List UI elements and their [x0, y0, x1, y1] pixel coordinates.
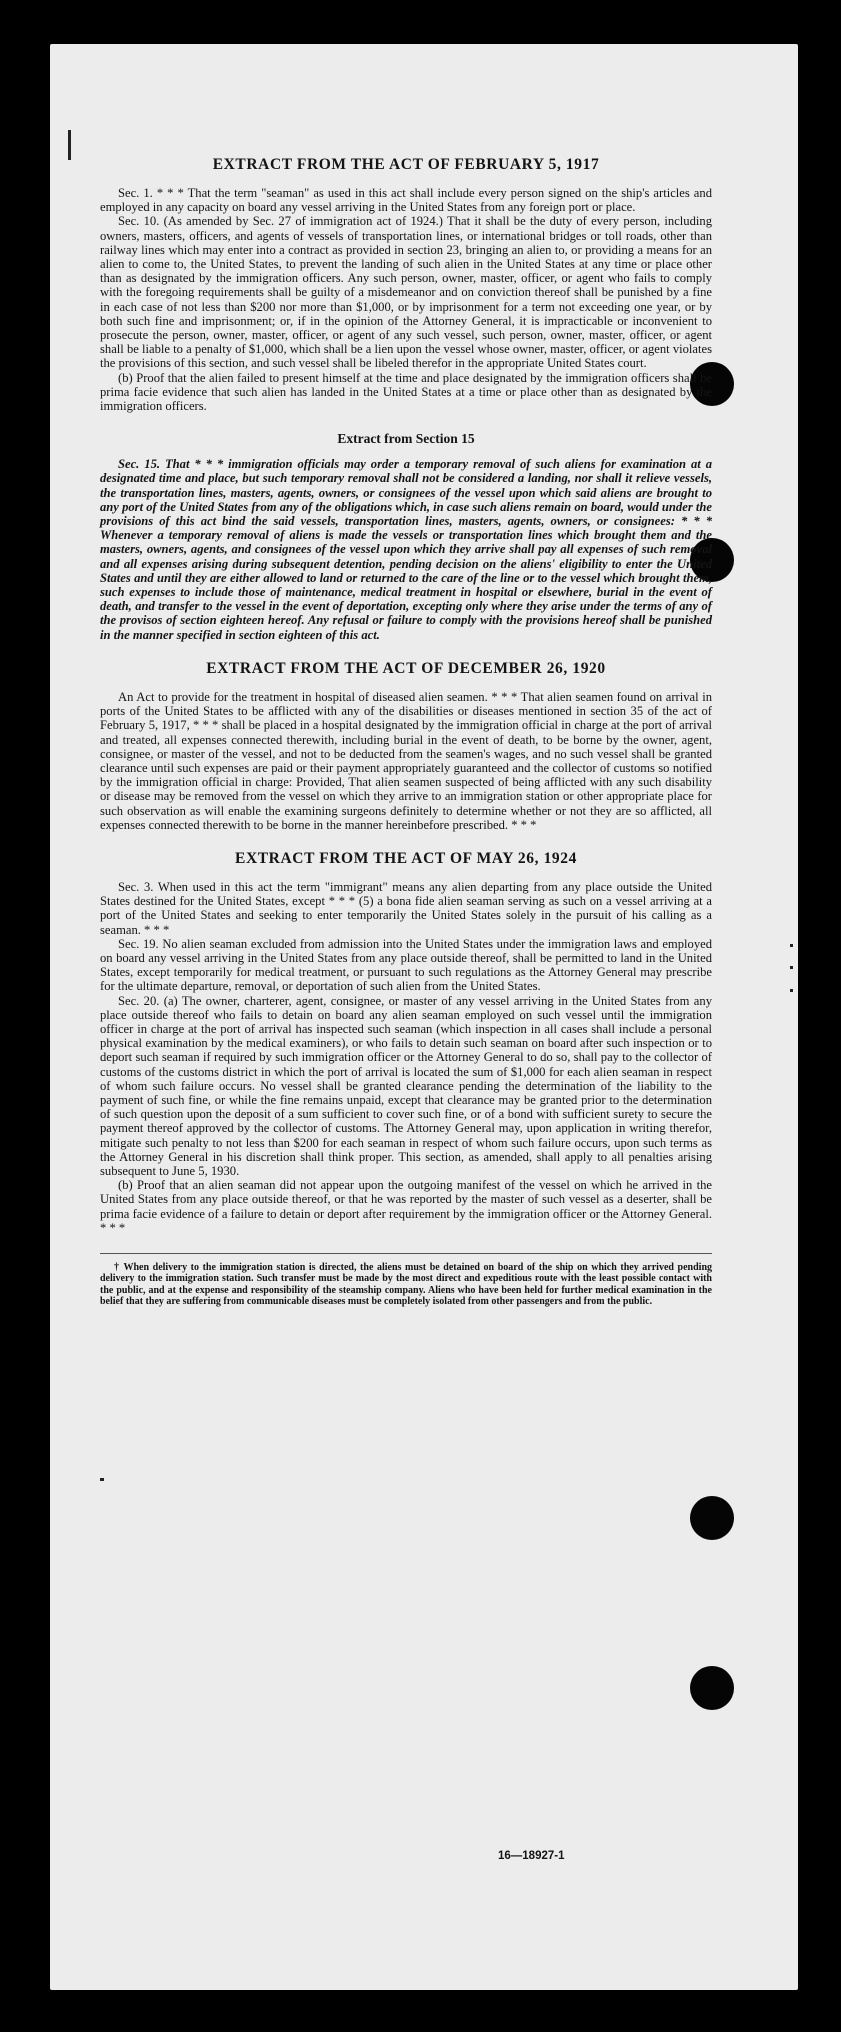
footnote — [100, 1253, 712, 1308]
paragraph: Sec. 3. When used in this act the term "immigrant" means any alien departing from any place outside the United States destined for the United States, except * * * (5) a bona fide alien seaman serving as such on a vessel arriving at a port of the United States and seeking to enter temporarily the United States solely in the pursuit of his calling as a seaman. * * * — [100, 879, 712, 937]
margin-mark — [68, 130, 71, 160]
margin-dot — [790, 966, 793, 969]
section-heading: EXTRACT FROM THE ACT OF DECEMBER 26, 1920 — [206, 659, 606, 677]
section-subheading: Extract from Section 15 — [337, 431, 475, 447]
footnote-text: † When delivery to the immigration station is directed, the aliens must be detained on board of the ship on which they arrived pending delivery to the immigration station. Such transfer must be made by the most direct and expeditious route with the least possible contact with the public, and at the expense and responsibility of the steamship company. Aliens who have been held for further medical examination in the belief that they are suffering from communicable diseases must be completely isolated from other passengers and from the public. — [100, 1262, 712, 1308]
document-body — [100, 156, 712, 1308]
paragraph: Sec. 15. That * * * immigration officials may order a temporary removal of such aliens for examination at a designated time and place, but such temporary removal shall not be considered a landing, nor shall it relieve vessels, the transportation lines, masters, agents, owners, or consignees of the vessel upon which said aliens are brought to any port of the United States from any of the obligations which, in case such aliens remain on board, would under the provisions of this act bind the said vessels, transportation lines, masters, agents, owners, or consignees: * * * Whenever a temporary removal of aliens is made the vessels or transportation lines which brought them and the masters, owners, agents, and consignees of the vessel upon which they arrive shall pay all expenses of such removal and all expenses arising during subsequent detention, pending decision on the aliens' eligibility to enter the United States and until they are either allowed to land or returned to the care of the line or to the vessel which brought them, such expenses to include those of maintenance, medical treatment in hospital or elsewhere, burial in the event of death, and transfer to the vessel in the event of deportation, excepting only where they arise under the terms of any of the provisos of section eighteen hereof. Any refusal or failure to comply with the provisions hereof shall be punished in the manner specified in section eighteen of this act. — [100, 457, 712, 642]
margin-dot — [790, 944, 793, 947]
section-act-1917 — [100, 156, 712, 413]
section-heading: EXTRACT FROM THE ACT OF MAY 26, 1924 — [235, 849, 577, 867]
paragraph: An Act to provide for the treatment in hospital of diseased alien seamen. * * * That alien seamen found on arrival in ports of the United States to be afflicted with any of the disabilities or diseases mentioned in section 35 of the act of February 5, 1917, * * * shall be placed in a hospital designated by the immigration official in charge at the port of arrival and treated, all expenses connected therewith, including burial in the event of death, to be borne by the owner, agent, consignee, or master of the vessel, and not to be deducted from the seamen's wages, and no such vessel shall be granted clearance until such expenses are paid or their payment appropriately guaranteed and the collector of customs so notified by the immigration official in charge: Provided, That alien seamen suspected of being afflicted with any such disability or disease may be removed from the vessel on which they arrive to an immigration station or other appropriate place for such observation as will enable the examining surgeons definitely to determine whether or not they are so afflicted, all expenses connected therewith to be borne in the manner hereinbefore prescribed. * * * — [100, 689, 712, 832]
paragraph: Sec. 1. * * * That the term "seaman" as used in this act shall include every person signed on the ship's articles and employed in any capacity on board any vessel arriving in the United States from any foreign port or place. — [100, 186, 712, 215]
punch-hole-3 — [690, 1496, 734, 1540]
paragraph: Sec. 19. No alien seaman excluded from admission into the United States under the immigration laws and employed on board any vessel arriving in the United States from any place outside thereof, shall be permitted to land in the United States, except temporarily for medical treatment, or pursuant to such regulations as the Attorney General may prescribe for the ultimate departure, removal, or deportation of such alien from the United States. — [100, 936, 712, 994]
paragraph: Sec. 20. (a) The owner, charterer, agent, consignee, or master of any vessel arriving in the United States from any place outside thereof who fails to detain on board any alien seaman employed on such vessel until the immigration officer in charge at the port of arrival has inspected such seaman (which inspection in all cases shall include a personal physical examination by the medical examiners), or who fails to detain such seaman on board after such inspection or to deport such seaman if required by such immigration officer or the Attorney General to do so, shall pay to the collector of customs of the customs district in which the port of arrival is located the sum of $1,000 for each alien seaman in respect of whom such failure occurs. No vessel shall be granted clearance pending the determination of the liability to the payment of such fine, or while the fine remains unpaid, except that clearance may be granted prior to the determination of such question upon the deposit of a sum sufficient to cover such fine, or of a bond with sufficient surety to secure the payment thereof approved by the collector of customs. The Attorney General may, upon application in writing therefor, mitigate such penalty to not less than $200 for each seaman in respect of whom such failure occurs, upon such terms as the Attorney General in his discretion shall think proper. This section, as amended, shall apply to all penalties arising subsequent to June 5, 1930. — [100, 993, 712, 1178]
paragraph: Sec. 10. (As amended by Sec. 27 of immigration act of 1924.) That it shall be the duty of every person, including owners, masters, officers, and agents of vessels of transportation lines, or international bridges or toll roads, other than railway lines which may enter into a contract as provided in section 23, bringing an alien to, or providing a means for an alien to come to, the United States, to prevent the landing of such alien in the United States at any time or place other than as designated by the immigration officers. Any such person, owner, master, officer, or agent who fails to comply with the foregoing requirements shall be guilty of a misdemeanor and on conviction thereof shall be punished by a fine in each case of not less than $200 nor more than $1,000, or by imprisonment for a term not exceeding one year, or by both such fine and imprisonment; or, if in the opinion of the Attorney General, it is impracticable or inconvenient to prosecute the person, owner, master, officer, or agent of any such vessel, such person, owner, master, officer, or agent shall be liable to a penalty of $1,000, which shall be a lien upon the vessel whose owner, master, officer, or agent violates the provisions of this section, and such vessel shall be libeled therefor in the appropriate United States court. — [100, 214, 712, 371]
punch-hole-4 — [690, 1666, 734, 1710]
section-act-1924 — [100, 850, 712, 1235]
margin-dot — [790, 989, 793, 992]
paragraph: (b) Proof that an alien seaman did not appear upon the outgoing manifest of the vessel on which he arrived in the United States from any place outside thereof, or that he was reported by the master of such vessel as a deserter, shall be prima facie evidence of a failure to detain or deport after requirement by the immigration officer or the Attorney General. * * * — [100, 1178, 712, 1235]
section-act-1920 — [100, 660, 712, 832]
section-heading: EXTRACT FROM THE ACT OF FEBRUARY 5, 1917 — [212, 156, 600, 173]
document-number: 16—18927-1 — [498, 1850, 565, 1862]
margin-dot — [100, 1478, 104, 1481]
section-15-extract — [100, 431, 712, 642]
paragraph: (b) Proof that the alien failed to present himself at the time and place designated by the immigration officers shall be prima facie evidence that such alien has landed in the United States at a time or place other than as designated by the immigration officers. — [100, 370, 712, 414]
